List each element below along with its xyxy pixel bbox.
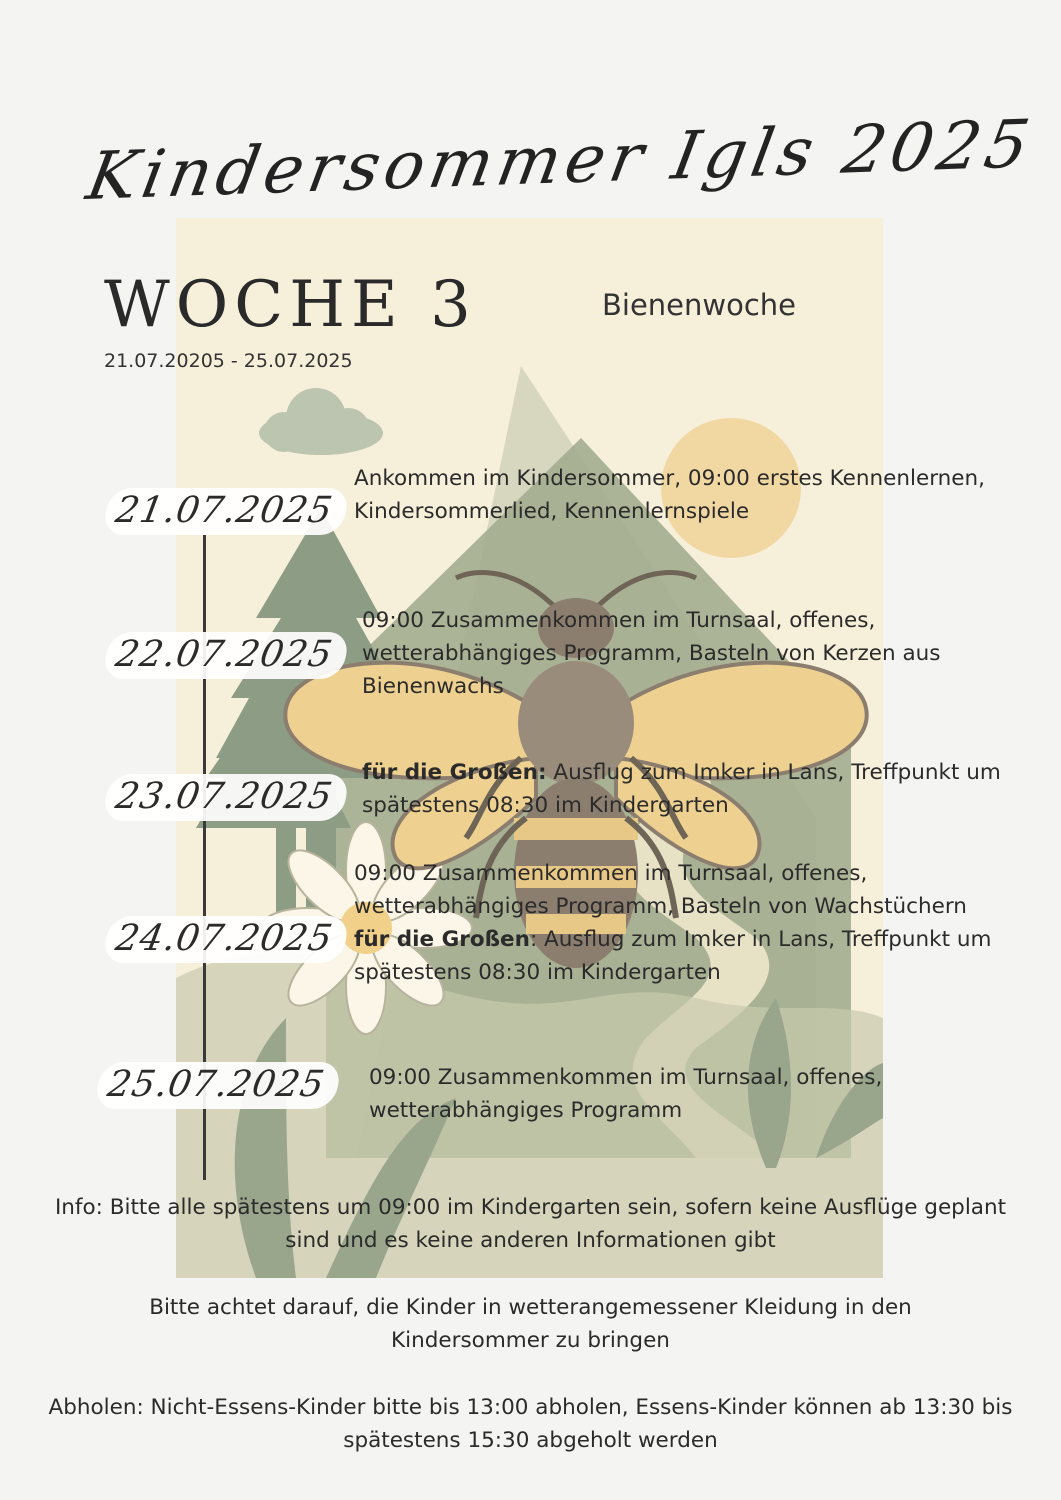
day-description-4 — [354, 857, 1004, 989]
clothing-note: Bitte achtet darauf, die Kinder in wetterangemessener Kleidung in den Kindersommer zu bringen — [149, 1295, 912, 1353]
day-description-5 — [369, 1061, 1009, 1127]
day-text-4: 09:00 Zusammenkommen im Turnsaal, offenes, wetterabhängiges Programm, Basteln von Wachstüchern — [354, 861, 967, 919]
day-date-2: 22.07.2025 — [102, 632, 350, 679]
day-description-3 — [362, 756, 1002, 822]
day-text-4b — [354, 923, 1004, 989]
day-bold-prefix-3: für die Großen: — [362, 760, 547, 785]
day-date-3: 23.07.2025 — [102, 774, 350, 821]
day-description-2 — [362, 604, 1002, 703]
day-date-1: 21.07.2025 — [102, 488, 350, 535]
script-title: Kindersommer Igls 2025 — [81, 105, 1040, 215]
day-rest-text-4: : Ausflug zum Imker in Lans, Treffpunkt um spätestens 08:30 im Kindergarten — [354, 927, 992, 985]
day-text-5: 09:00 Zusammenkommen im Turnsaal, offenes, wetterabhängiges Programm — [369, 1065, 883, 1123]
week-title: WOCHE 3 — [104, 268, 477, 342]
day-date-5: 25.07.2025 — [94, 1062, 342, 1109]
day-description-1 — [354, 462, 1014, 528]
day-text-3 — [362, 756, 1002, 822]
info-note: Info: Bitte alle spätestens um 09:00 im Kindergarten sein, sofern keine Ausflüge geplant sind und es keine anderen Informationen gibt — [54, 1195, 1007, 1253]
pickup-note: Abholen: Nicht-Essens-Kinder bitte bis 13:00 abholen, Essens-Kinder können ab 13:30 bis spätestens 15:30 abgeholt werden — [48, 1395, 1013, 1453]
day-date-4: 24.07.2025 — [102, 916, 350, 963]
day-text-1: Ankommen im Kindersommer, 09:00 erstes Kennenlernen, Kindersommerlied, Kennenlernspiele — [354, 466, 985, 524]
day-rest-text-3: Ausflug zum Imker in Lans, Treffpunkt um spätestens 08:30 im Kindergarten — [362, 760, 1001, 818]
day-bold-prefix-4: für die Großen — [354, 927, 530, 952]
week-date-range: 21.07.20205 - 25.07.2025 — [104, 350, 353, 372]
week-theme: Bienenwoche — [602, 288, 797, 322]
day-text-2: 09:00 Zusammenkommen im Turnsaal, offenes, wetterabhängiges Programm, Basteln von Kerzen aus Bienenwachs — [362, 608, 941, 699]
